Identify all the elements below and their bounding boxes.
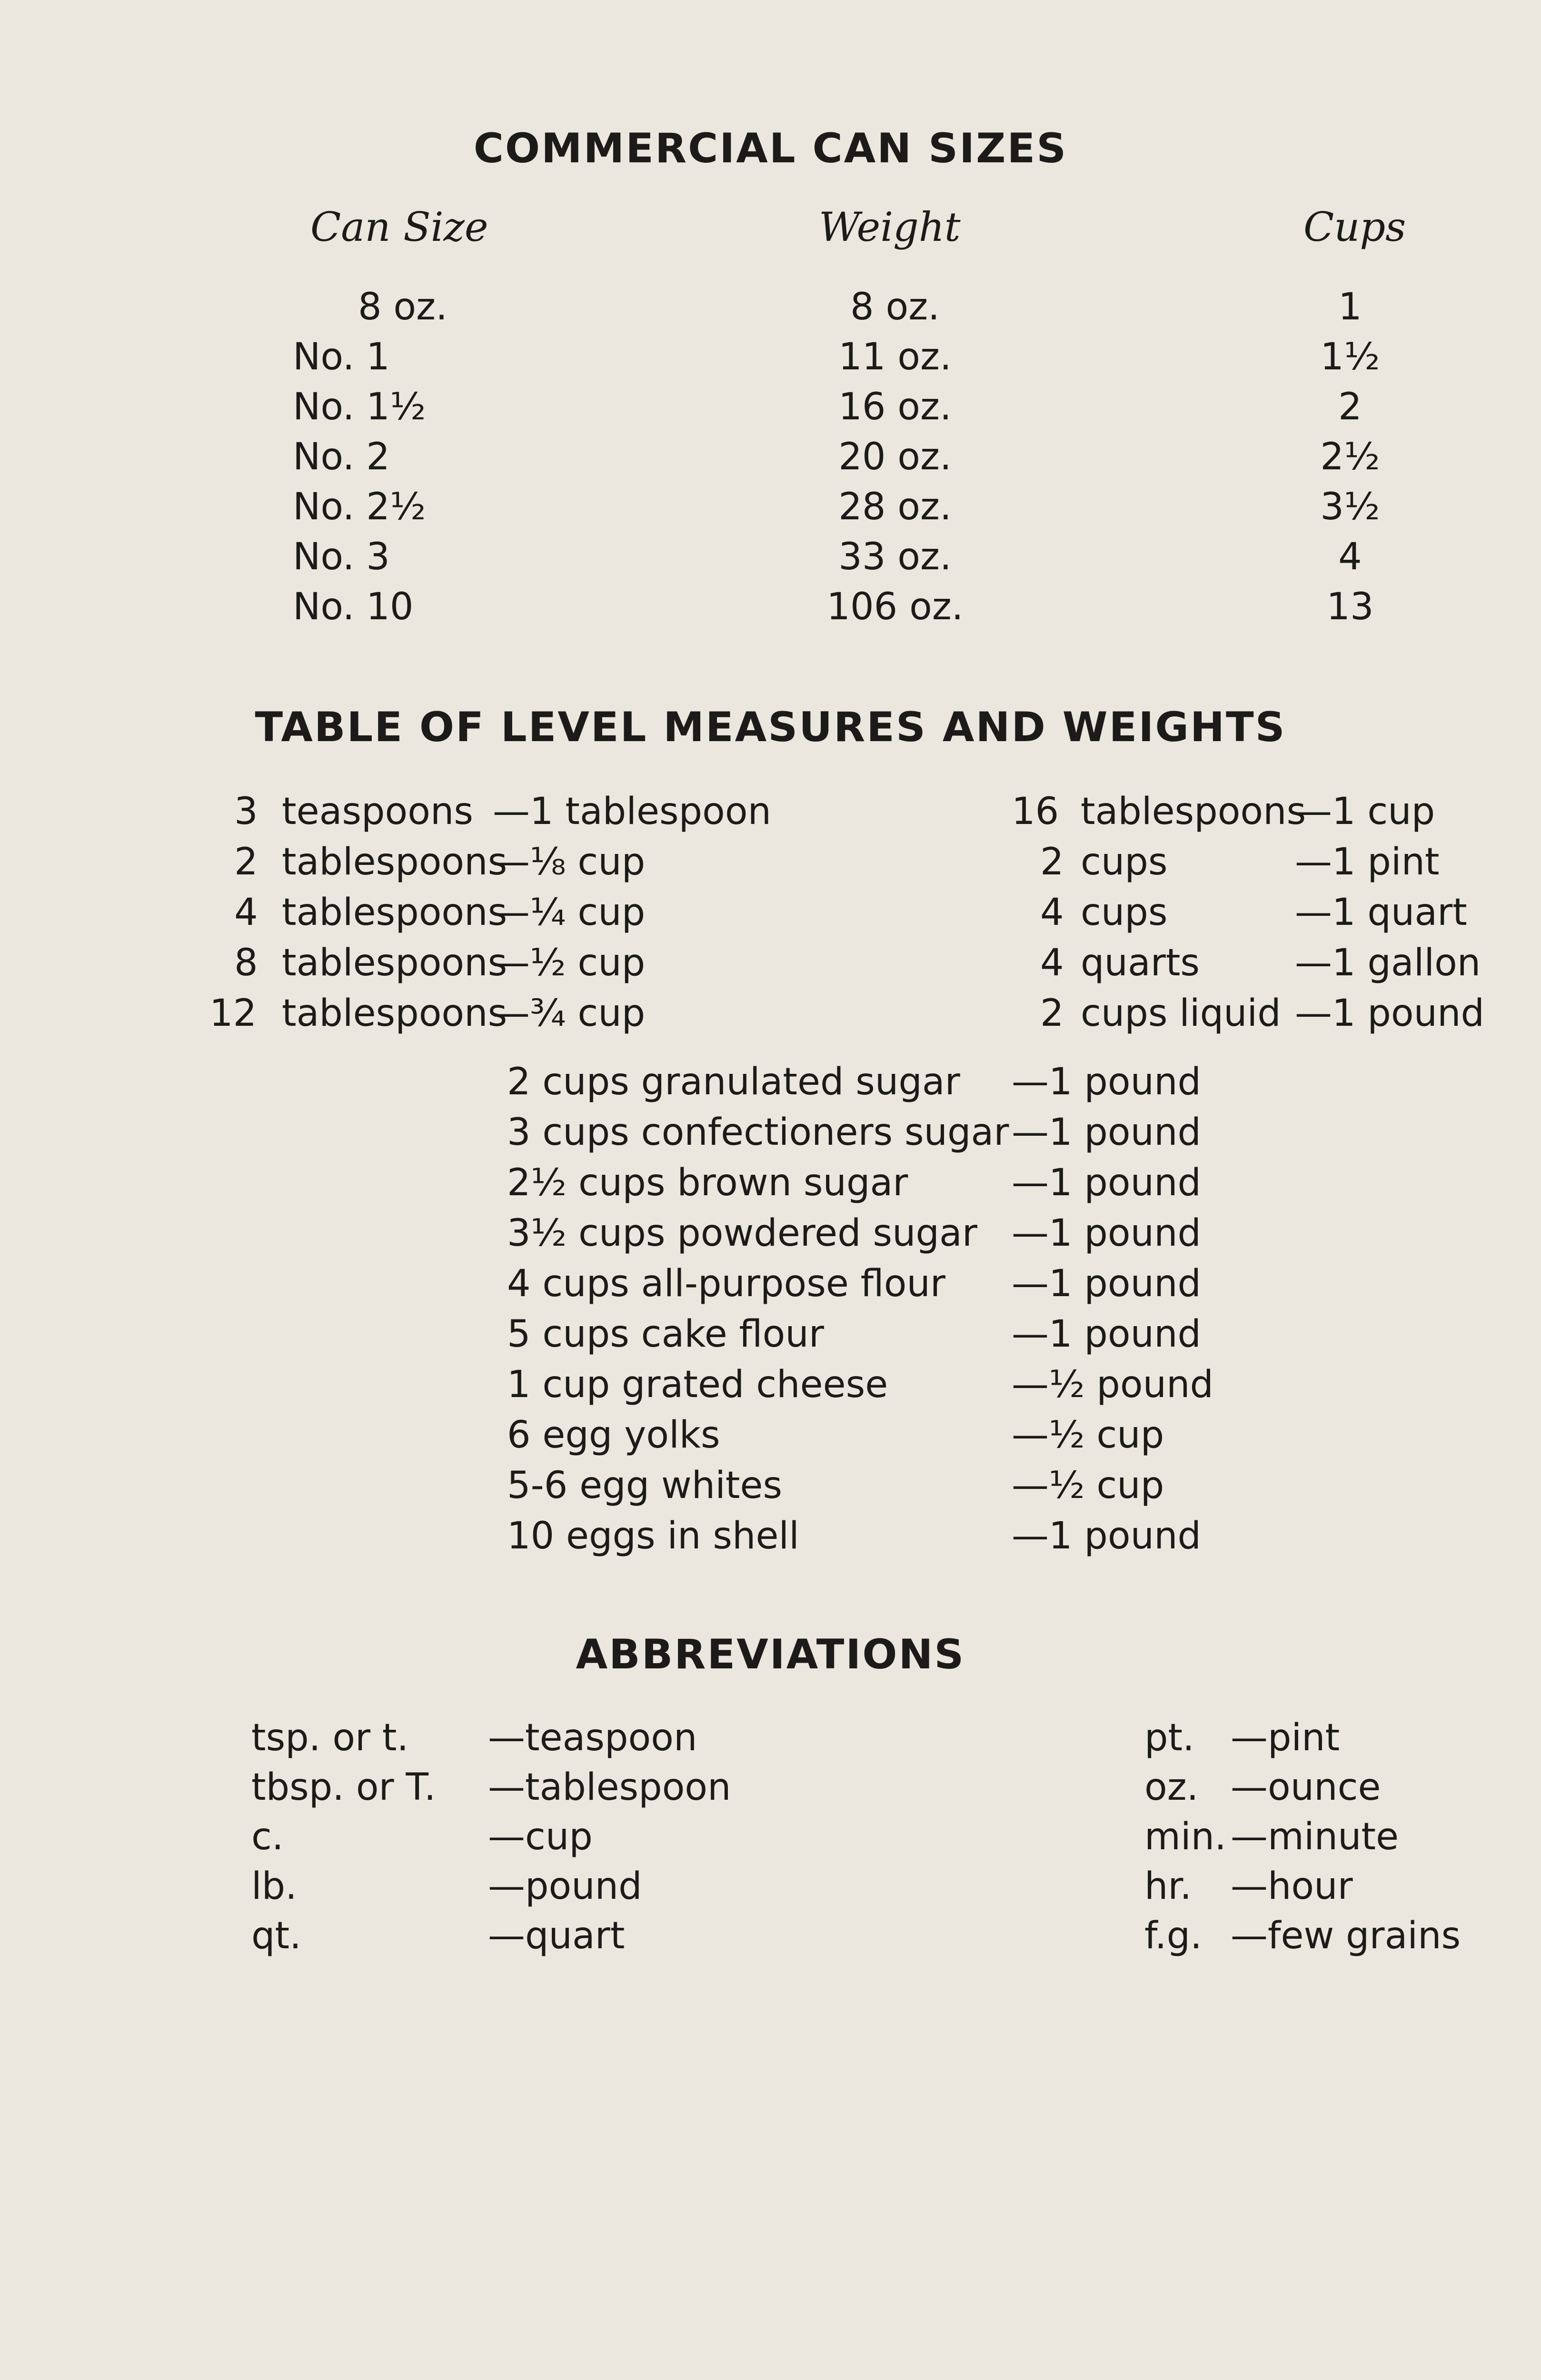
measure-equivalent: —1 quart [1295, 891, 1467, 934]
measure-unit: teaspoons [282, 790, 474, 833]
can-sizes-title: COMMERCIAL CAN SIZES [473, 125, 1068, 172]
measure-equivalent: —1 tablespoon [493, 790, 771, 833]
measure-qty: 16 [1012, 790, 1059, 833]
abbreviation-meaning: —hour [1231, 1865, 1353, 1908]
can-size-cell: 8 oz. [358, 286, 447, 328]
weight-header: Weight [819, 204, 961, 250]
weight-equivalent: —1 pound [1012, 1111, 1202, 1154]
weight-item: 3½ cups powdered sugar [507, 1212, 977, 1255]
measure-qty: 2 [1040, 841, 1064, 883]
weight-item: 4 cups all-purpose flour [507, 1262, 945, 1305]
weight-equivalent: —1 pound [1012, 1515, 1202, 1557]
measure-equivalent: —1 gallon [1295, 942, 1481, 984]
measure-qty: 4 [1040, 891, 1064, 934]
measures-title: TABLE OF LEVEL MEASURES AND WEIGHTS [255, 704, 1286, 751]
measure-qty: 3 [234, 790, 258, 833]
measure-qty: 4 [234, 891, 258, 934]
weight-equivalent: —1 pound [1012, 1313, 1202, 1356]
abbreviation: oz. [1144, 1766, 1199, 1809]
weight-item: 2 cups granulated sugar [507, 1061, 960, 1103]
measure-qty: 12 [209, 992, 257, 1035]
cups-cell: 1 [1338, 286, 1362, 328]
abbreviation-meaning: —teaspoon [488, 1716, 697, 1759]
cups-cell: 4 [1338, 536, 1362, 578]
abbreviation-meaning: —cup [488, 1815, 593, 1858]
weight-cell: 106 oz. [826, 585, 964, 628]
abbreviation: lb. [251, 1865, 297, 1908]
abbreviation-meaning: —few grains [1231, 1914, 1461, 1957]
measure-unit: tablespoons [282, 841, 507, 883]
weight-cell: 33 oz. [838, 536, 952, 578]
cups-header: Cups [1303, 204, 1406, 250]
abbreviation: tbsp. or T. [251, 1766, 436, 1809]
weight-item: 6 egg yolks [507, 1414, 720, 1457]
weight-equivalent: —½ cup [1012, 1414, 1164, 1457]
weight-item: 3 cups confectioners sugar [507, 1111, 1009, 1154]
measure-qty: 2 [1040, 992, 1064, 1035]
cups-cell: 2½ [1320, 436, 1380, 478]
cups-cell: 13 [1326, 585, 1374, 628]
measure-qty: 2 [234, 841, 258, 883]
cups-cell: 3½ [1320, 486, 1380, 528]
weight-equivalent: —1 pound [1012, 1061, 1202, 1103]
abbreviation-meaning: —minute [1231, 1815, 1399, 1858]
can-size-cell: No. 1 [293, 336, 390, 378]
abbreviation-meaning: —ounce [1231, 1766, 1381, 1809]
abbreviation-meaning: —quart [488, 1914, 625, 1957]
weight-item: 5-6 egg whites [507, 1464, 783, 1507]
cups-cell: 1½ [1320, 336, 1380, 378]
abbreviation: pt. [1144, 1716, 1194, 1759]
abbreviation-meaning: —tablespoon [488, 1766, 731, 1809]
measure-equivalent: —¾ cup [493, 992, 646, 1035]
weight-equivalent: —½ cup [1012, 1464, 1164, 1507]
measure-equivalent: —½ cup [493, 942, 646, 984]
can-size-cell: No. 10 [293, 585, 414, 628]
measure-equivalent: —¼ cup [493, 891, 646, 934]
measure-unit: cups [1081, 841, 1168, 883]
abbreviation: qt. [251, 1914, 301, 1957]
weight-item: 10 eggs in shell [507, 1515, 799, 1557]
can-size-cell: No. 2 [293, 436, 390, 478]
cups-cell: 2 [1338, 386, 1362, 428]
measure-unit: tablespoons [1081, 790, 1306, 833]
can-size-header: Can Size [310, 204, 488, 250]
abbreviation: min. [1144, 1815, 1226, 1858]
measure-unit: cups [1081, 891, 1168, 934]
can-size-cell: No. 2½ [293, 486, 426, 528]
measure-qty: 8 [234, 942, 258, 984]
measure-equivalent: —1 pound [1295, 992, 1485, 1035]
weight-cell: 20 oz. [838, 436, 952, 478]
weight-cell: 8 oz. [850, 286, 940, 328]
can-size-cell: No. 3 [293, 536, 390, 578]
weight-cell: 11 oz. [838, 336, 952, 378]
abbreviation: hr. [1144, 1865, 1192, 1908]
weight-item: 5 cups cake flour [507, 1313, 824, 1356]
can-size-cell: No. 1½ [293, 386, 426, 428]
measure-unit: tablespoons [282, 992, 507, 1035]
measure-unit: tablespoons [282, 891, 507, 934]
measure-equivalent: —1 pint [1295, 841, 1440, 883]
measure-qty: 4 [1040, 942, 1064, 984]
weight-item: 1 cup grated cheese [507, 1363, 888, 1406]
measure-equivalent: —1 cup [1295, 790, 1435, 833]
abbreviation: tsp. or t. [251, 1716, 409, 1759]
measure-equivalent: —⅛ cup [493, 841, 646, 883]
weight-equivalent: —½ pound [1012, 1363, 1214, 1406]
weight-equivalent: —1 pound [1012, 1161, 1202, 1204]
measure-unit: tablespoons [282, 942, 507, 984]
abbreviation: c. [251, 1815, 284, 1858]
measure-unit: cups liquid [1081, 992, 1281, 1035]
abbreviation-meaning: —pint [1231, 1716, 1340, 1759]
measure-unit: quarts [1081, 942, 1200, 984]
weight-cell: 28 oz. [838, 486, 952, 528]
abbreviation-meaning: —pound [488, 1865, 642, 1908]
abbreviation: f.g. [1144, 1914, 1202, 1957]
abbreviations-title: ABBREVIATIONS [576, 1631, 965, 1678]
weight-cell: 16 oz. [838, 386, 952, 428]
weight-equivalent: —1 pound [1012, 1262, 1202, 1305]
weight-item: 2½ cups brown sugar [507, 1161, 908, 1204]
weight-equivalent: —1 pound [1012, 1212, 1202, 1255]
